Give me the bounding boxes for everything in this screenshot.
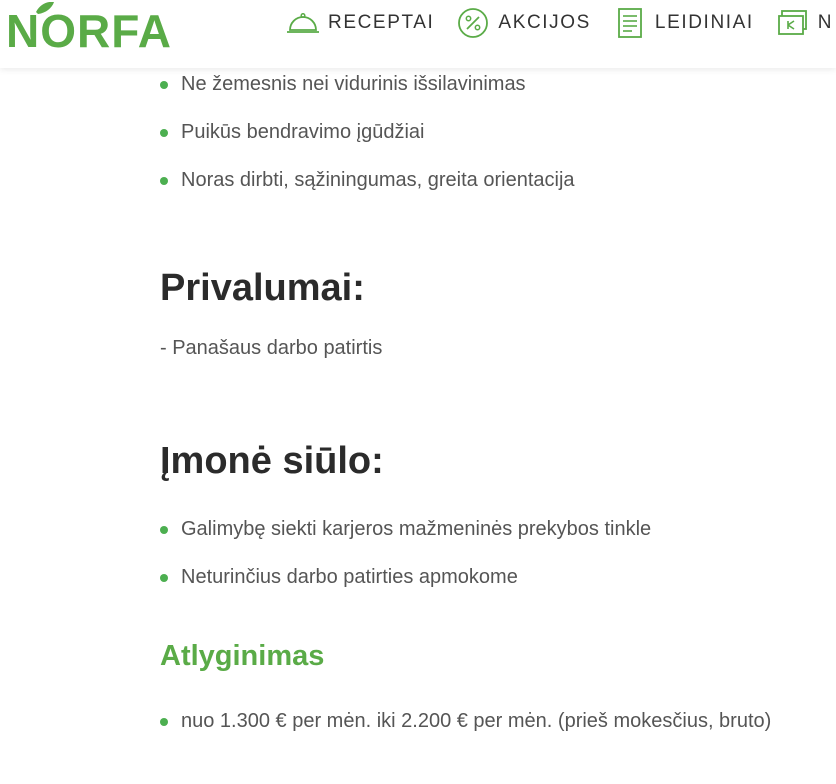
offer-list [160, 515, 836, 591]
advantages-text: - Panašaus darbo patirtis [160, 337, 383, 359]
list-item [160, 563, 836, 591]
list-item-text: Galimybę siekti karjeros mažmeninės prekybos tinkle [181, 518, 652, 540]
job-description [160, 68, 836, 735]
list-item [160, 118, 836, 166]
gift-card-icon [776, 6, 810, 40]
bullet-icon [160, 718, 168, 726]
bullet-icon [160, 81, 168, 89]
bullet-icon [160, 129, 168, 137]
nav-label: AKCIJOS [498, 12, 591, 33]
list-item [160, 166, 836, 214]
bullet-icon [160, 574, 168, 582]
norfa-logo[interactable] [6, 2, 188, 52]
svg-text:NORFA: NORFA [6, 5, 172, 52]
booklet-icon [613, 6, 647, 40]
nav-item-receptai[interactable] [286, 6, 434, 40]
list-item [160, 515, 836, 563]
percent-icon [456, 6, 490, 40]
bullet-icon [160, 526, 168, 534]
nav-label: N [817, 12, 834, 33]
list-item-text: Puikūs bendravimo įgūdžiai [181, 121, 425, 143]
list-item-text: Noras dirbti, sąžiningumas, greita orientacija [181, 169, 575, 191]
list-item-text: Ne žemesnis nei vidurinis išsilavinimas [181, 73, 526, 95]
advantages-heading: Privalumai: [160, 267, 365, 309]
list-item-text: Neturinčius darbo patirties apmokome [181, 566, 518, 588]
offer-heading: Įmonė siūlo: [160, 440, 384, 482]
list-item [160, 707, 836, 735]
requirements-list [160, 70, 836, 214]
salary-list [160, 707, 836, 735]
nav-item-akcijos[interactable] [456, 6, 591, 40]
nav-label: RECEPTAI [328, 12, 435, 33]
nav-label: LEIDINIAI [654, 12, 754, 33]
salary-heading: Atlyginimas [160, 640, 325, 672]
bullet-icon [160, 177, 168, 185]
site-header [0, 0, 836, 68]
nav-item-leidiniai[interactable] [613, 6, 754, 40]
list-item [160, 70, 836, 118]
main-nav [286, 0, 836, 46]
nav-item-n[interactable] [776, 6, 833, 40]
list-item-text: nuo 1.300 € per mėn. iki 2.200 € per mėn. (prieš mokesčius, bruto) [181, 710, 772, 732]
cloche-icon [286, 6, 320, 40]
